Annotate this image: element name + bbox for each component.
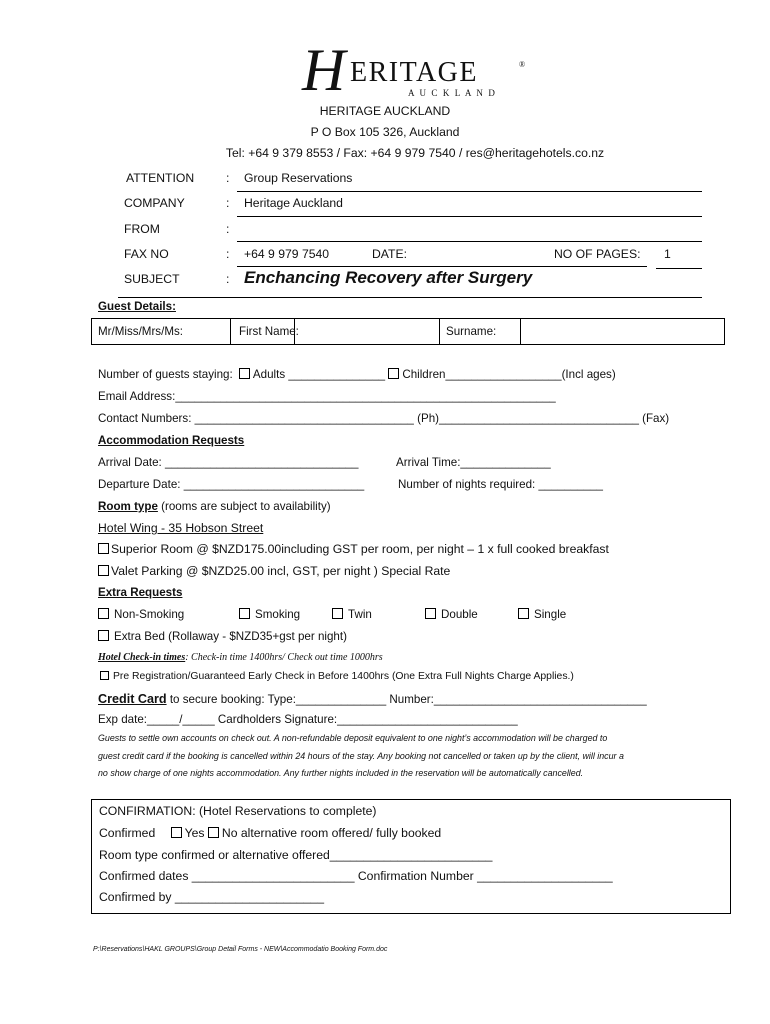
non-smoking-checkbox[interactable] (98, 608, 109, 619)
guests-staying (98, 368, 616, 381)
single-option (518, 608, 566, 621)
title-cell[interactable] (92, 319, 231, 344)
from-colon: : (226, 222, 230, 236)
twin-checkbox[interactable] (332, 608, 343, 619)
room-type-heading: Room type (98, 500, 158, 513)
single-label: Single (534, 608, 567, 621)
pre-registration-checkbox[interactable] (100, 671, 109, 680)
file-path-footer: P:\Reservations\HAKL GROUPS\Group Detail Forms - NEW\Accommodatio Booking Form.doc (93, 946, 388, 953)
faxno-colon: : (226, 247, 230, 261)
double-option (425, 608, 478, 621)
confirmation-title: CONFIRMATION: (Hotel Reservations to complete) (99, 804, 377, 818)
arrival-time-line[interactable]: Arrival Time:______________ (396, 456, 551, 469)
exp-date-line[interactable]: Exp date:_____/_____ Cardholders Signature:____________________________ (98, 713, 518, 726)
hotel-address: P O Box 105 326, Auckland (310, 125, 460, 139)
pages-value: 1 (664, 247, 671, 261)
first-name-value-cell[interactable] (231, 319, 440, 344)
pre-registration-label: Pre Registration/Guaranteed Early Check in Before 1400hrs (One Extra Full Nights Charge Applies.) (113, 671, 574, 682)
attention-label: ATTENTION (126, 171, 195, 185)
no-label: No alternative room offered/ fully booked (221, 826, 442, 840)
faxno-value: +64 9 979 7540 (244, 247, 330, 261)
date-label: DATE: (372, 247, 407, 261)
first-name-label: First Name: (239, 325, 299, 338)
attention-rule (237, 191, 702, 192)
faxno-rule (237, 266, 647, 267)
extra-bed-checkbox[interactable] (98, 630, 109, 641)
hotel-name: HERITAGE AUCKLAND (319, 104, 451, 118)
double-label: Double (441, 608, 478, 621)
departure-date-line[interactable]: Departure Date: ____________________________ (98, 478, 365, 491)
checkin-text: : Check-in time 1400hrs/ Check out time 1000hrs (185, 652, 383, 663)
no-checkbox[interactable] (208, 827, 219, 838)
logo-city: A U C K L A N D (408, 88, 497, 98)
subject-value: Enchancing Recovery after Surgery (244, 268, 533, 287)
policy-line-1: Guests to settle own accounts on check out. A non-refundable deposit equivalent to one night’s accommodation will be charged to (98, 733, 608, 743)
single-checkbox[interactable] (518, 608, 529, 619)
company-colon: : (226, 196, 230, 210)
adults-label: Adults _______________ (252, 368, 386, 381)
smoking-option (239, 608, 300, 621)
from-label: FROM (124, 222, 160, 236)
surname-label: Surname: (446, 325, 497, 338)
extra-requests-heading: Extra Requests (98, 586, 183, 599)
superior-room-label: Superior Room @ $NZD175.00including GST per room, per night – 1 x full cooked breakfast (111, 542, 609, 556)
valet-label: Valet Parking @ $NZD25.00 incl, GST, per night ) Special Rate (111, 564, 451, 578)
room-type-confirmed-line[interactable]: Room type confirmed or alternative offered________________________ (99, 848, 493, 862)
pre-registration-row (100, 671, 574, 682)
extra-bed-label: Extra Bed (Rollaway - $NZD35+gst per night) (114, 630, 347, 643)
faxno-label: FAX NO (124, 247, 169, 261)
title-cell-label: Mr/Miss/Mrs/Ms: (98, 325, 184, 338)
confirmed-label: Confirmed (99, 826, 156, 840)
surname-cell[interactable] (440, 319, 521, 344)
guest-details-heading: Guest Details: (98, 300, 176, 313)
from-rule (237, 241, 702, 242)
credit-card-heading: Credit Card (98, 692, 167, 706)
credit-card-row (98, 692, 647, 706)
accommodation-heading: Accommodation Requests (98, 434, 245, 447)
hotel-contact: Tel: +64 9 379 8553 / Fax: +64 9 979 7540 / res@heritagehotels.co.nz (225, 146, 605, 160)
room-type-heading-row (98, 500, 331, 513)
confirmed-row (99, 826, 441, 840)
card-type-line[interactable]: to secure booking: Type:______________ Number:_________________________________ (169, 693, 647, 706)
non-smoking-option (98, 608, 184, 621)
logo-initial: H (302, 37, 346, 103)
policy-line-2: guest credit card if the booking is cancelled within 24 hours of the stay. Any booking not cancelled or taken up by the client, will incur a (98, 751, 624, 761)
heritage-logo (290, 37, 530, 106)
confirmed-by-line[interactable]: Confirmed by ______________________ (99, 890, 324, 904)
valet-checkbox[interactable] (98, 565, 109, 576)
twin-label: Twin (348, 608, 372, 621)
non-smoking-label: Non-Smoking (114, 608, 185, 621)
yes-checkbox[interactable] (171, 827, 182, 838)
company-value: Heritage Auckland (244, 196, 343, 210)
confirmed-dates-line[interactable]: Confirmed dates ________________________ Confirmation Number ____________________ (99, 869, 613, 883)
adults-checkbox[interactable] (239, 368, 250, 379)
smoking-checkbox[interactable] (239, 608, 250, 619)
superior-room-row (98, 542, 609, 556)
hotel-wing: Hotel Wing - 35 Hobson Street (98, 521, 264, 535)
double-checkbox[interactable] (425, 608, 436, 619)
guest-name-table (91, 318, 725, 345)
superior-room-checkbox[interactable] (98, 543, 109, 554)
company-rule (237, 216, 702, 217)
subject-colon: : (226, 272, 230, 286)
guests-staying-label: Number of guests staying: (98, 368, 233, 381)
subject-rule (118, 297, 702, 298)
contact-numbers-line[interactable]: Contact Numbers: __________________________________ (Ph)_______________________________ (Fax) (98, 412, 670, 425)
yes-label: Yes (184, 826, 205, 840)
checkin-label: Hotel Check-in times (98, 652, 186, 663)
extra-bed-option (98, 630, 347, 643)
twin-option (332, 608, 372, 621)
logo-registered: ® (519, 60, 526, 69)
room-type-note: (rooms are subject to availability) (161, 500, 331, 513)
policy-line-3: no show charge of one nights accommodation. Any further nights included in the reservation will be automatically cancelled. (98, 768, 584, 778)
checkin-row (98, 652, 383, 663)
nights-line[interactable]: Number of nights required: __________ (398, 478, 603, 491)
attention-value: Group Reservations (244, 171, 353, 185)
email-line[interactable]: Email Address:___________________________________________________________ (98, 390, 556, 403)
company-label: COMPANY (124, 196, 185, 210)
valet-row (98, 564, 450, 578)
subject-label: SUBJECT (124, 272, 180, 286)
pages-label: NO OF PAGES: (554, 247, 641, 261)
attention-colon: : (226, 171, 230, 185)
arrival-date-line[interactable]: Arrival Date: ______________________________ (98, 456, 359, 469)
children-checkbox[interactable] (388, 368, 399, 379)
smoking-label: Smoking (255, 608, 301, 621)
pages-rule (656, 268, 702, 269)
children-label: Children__________________(Incl ages) (402, 368, 616, 381)
logo-word: ERITAGE (350, 57, 479, 88)
